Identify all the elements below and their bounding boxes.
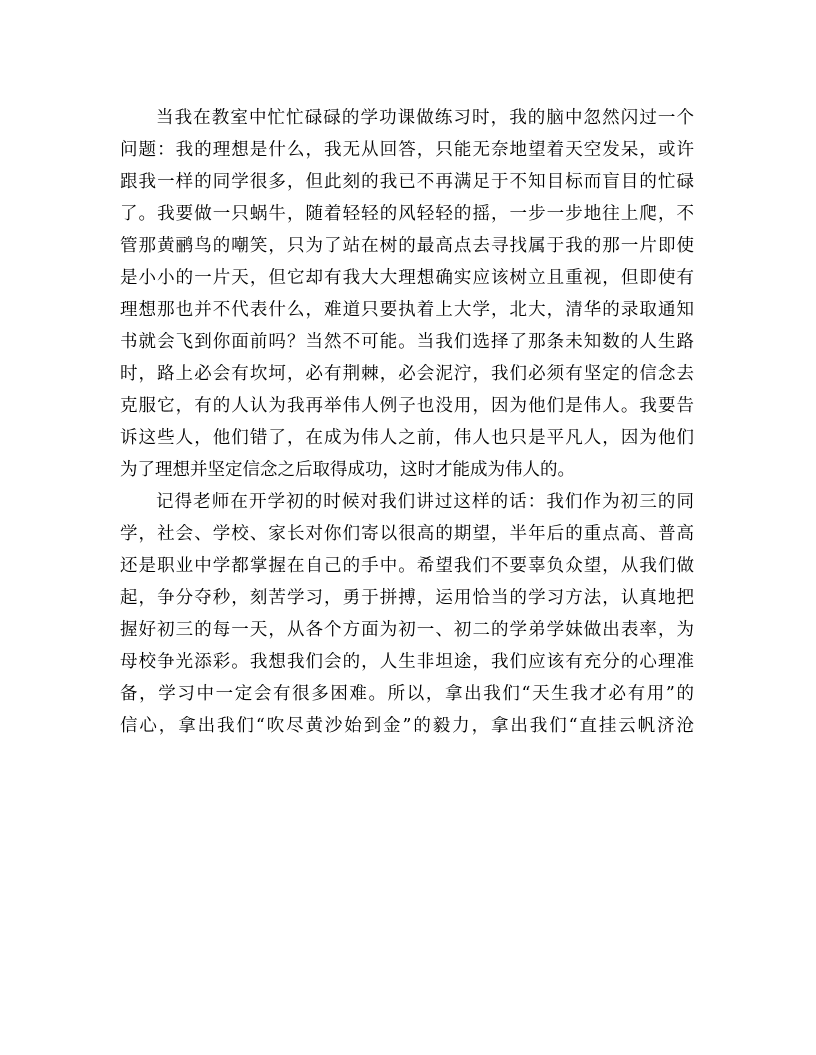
text-line: 诉这些人，他们错了，在成为伟人之前，伟人也只是平凡人，因为他们 [120, 428, 694, 448]
text-line: 备，学习中一定会有很多困难。所以，拿出我们“天生我才必有用”的 [120, 684, 694, 704]
text-line: 起，争分夺秒，刻苦学习，勇于拼搏，运用恰当的学习方法，认真地把 [120, 588, 694, 608]
text-line: 管那黄鹂鸟的嘲笑，只为了站在树的最高点去寻找属于我的那一片即使 [120, 236, 694, 256]
text-line: 跟我一样的同学很多，但此刻的我已不再满足于不知目标而盲目的忙碌 [120, 172, 694, 192]
document-body [120, 102, 694, 742]
text-line: 记得老师在开学初的时候对我们讲过这样的话：我们作为初三的同 [156, 492, 694, 512]
text-line: 信心，拿出我们“吹尽黄沙始到金”的毅力，拿出我们“直挂云帆济沧 [120, 716, 694, 736]
text-line: 学，社会、学校、家长对你们寄以很高的期望，半年后的重点高、普高 [120, 524, 694, 544]
text-line: 母校争光添彩。我想我们会的，人生非坦途，我们应该有充分的心理准 [120, 652, 694, 672]
text-line: 了。我要做一只蜗牛，随着轻轻的风轻轻的摇，一步一步地往上爬，不 [120, 204, 694, 224]
text-line: 为了理想并坚定信念之后取得成功，这时才能成为伟人的。 [120, 460, 575, 480]
text-line: 时，路上必会有坎坷，必有荆棘，必会泥泞，我们必须有坚定的信念去 [120, 364, 694, 384]
text-line: 克服它，有的人认为我再举伟人例子也没用，因为他们是伟人。我要告 [120, 396, 694, 416]
text-line: 握好初三的每一天，从各个方面为初一、初二的学弟学妹做出表率，为 [120, 620, 694, 640]
text-line: 还是职业中学都掌握在自己的手中。希望我们不要辜负众望，从我们做 [120, 556, 694, 576]
text-line: 当我在教室中忙忙碌碌的学功课做练习时，我的脑中忽然闪过一个 [156, 108, 694, 128]
text-line: 是小小的一片天，但它却有我大大理想确实应该树立且重视，但即使有 [120, 268, 694, 288]
text-line: 书就会飞到你面前吗？当然不可能。当我们选择了那条未知数的人生路 [120, 332, 694, 352]
text-line: 问题：我的理想是什么，我无从回答，只能无奈地望着天空发呆，或许 [120, 140, 694, 160]
text-line: 理想那也并不代表什么，难道只要执着上大学，北大，清华的录取通知 [120, 300, 694, 320]
